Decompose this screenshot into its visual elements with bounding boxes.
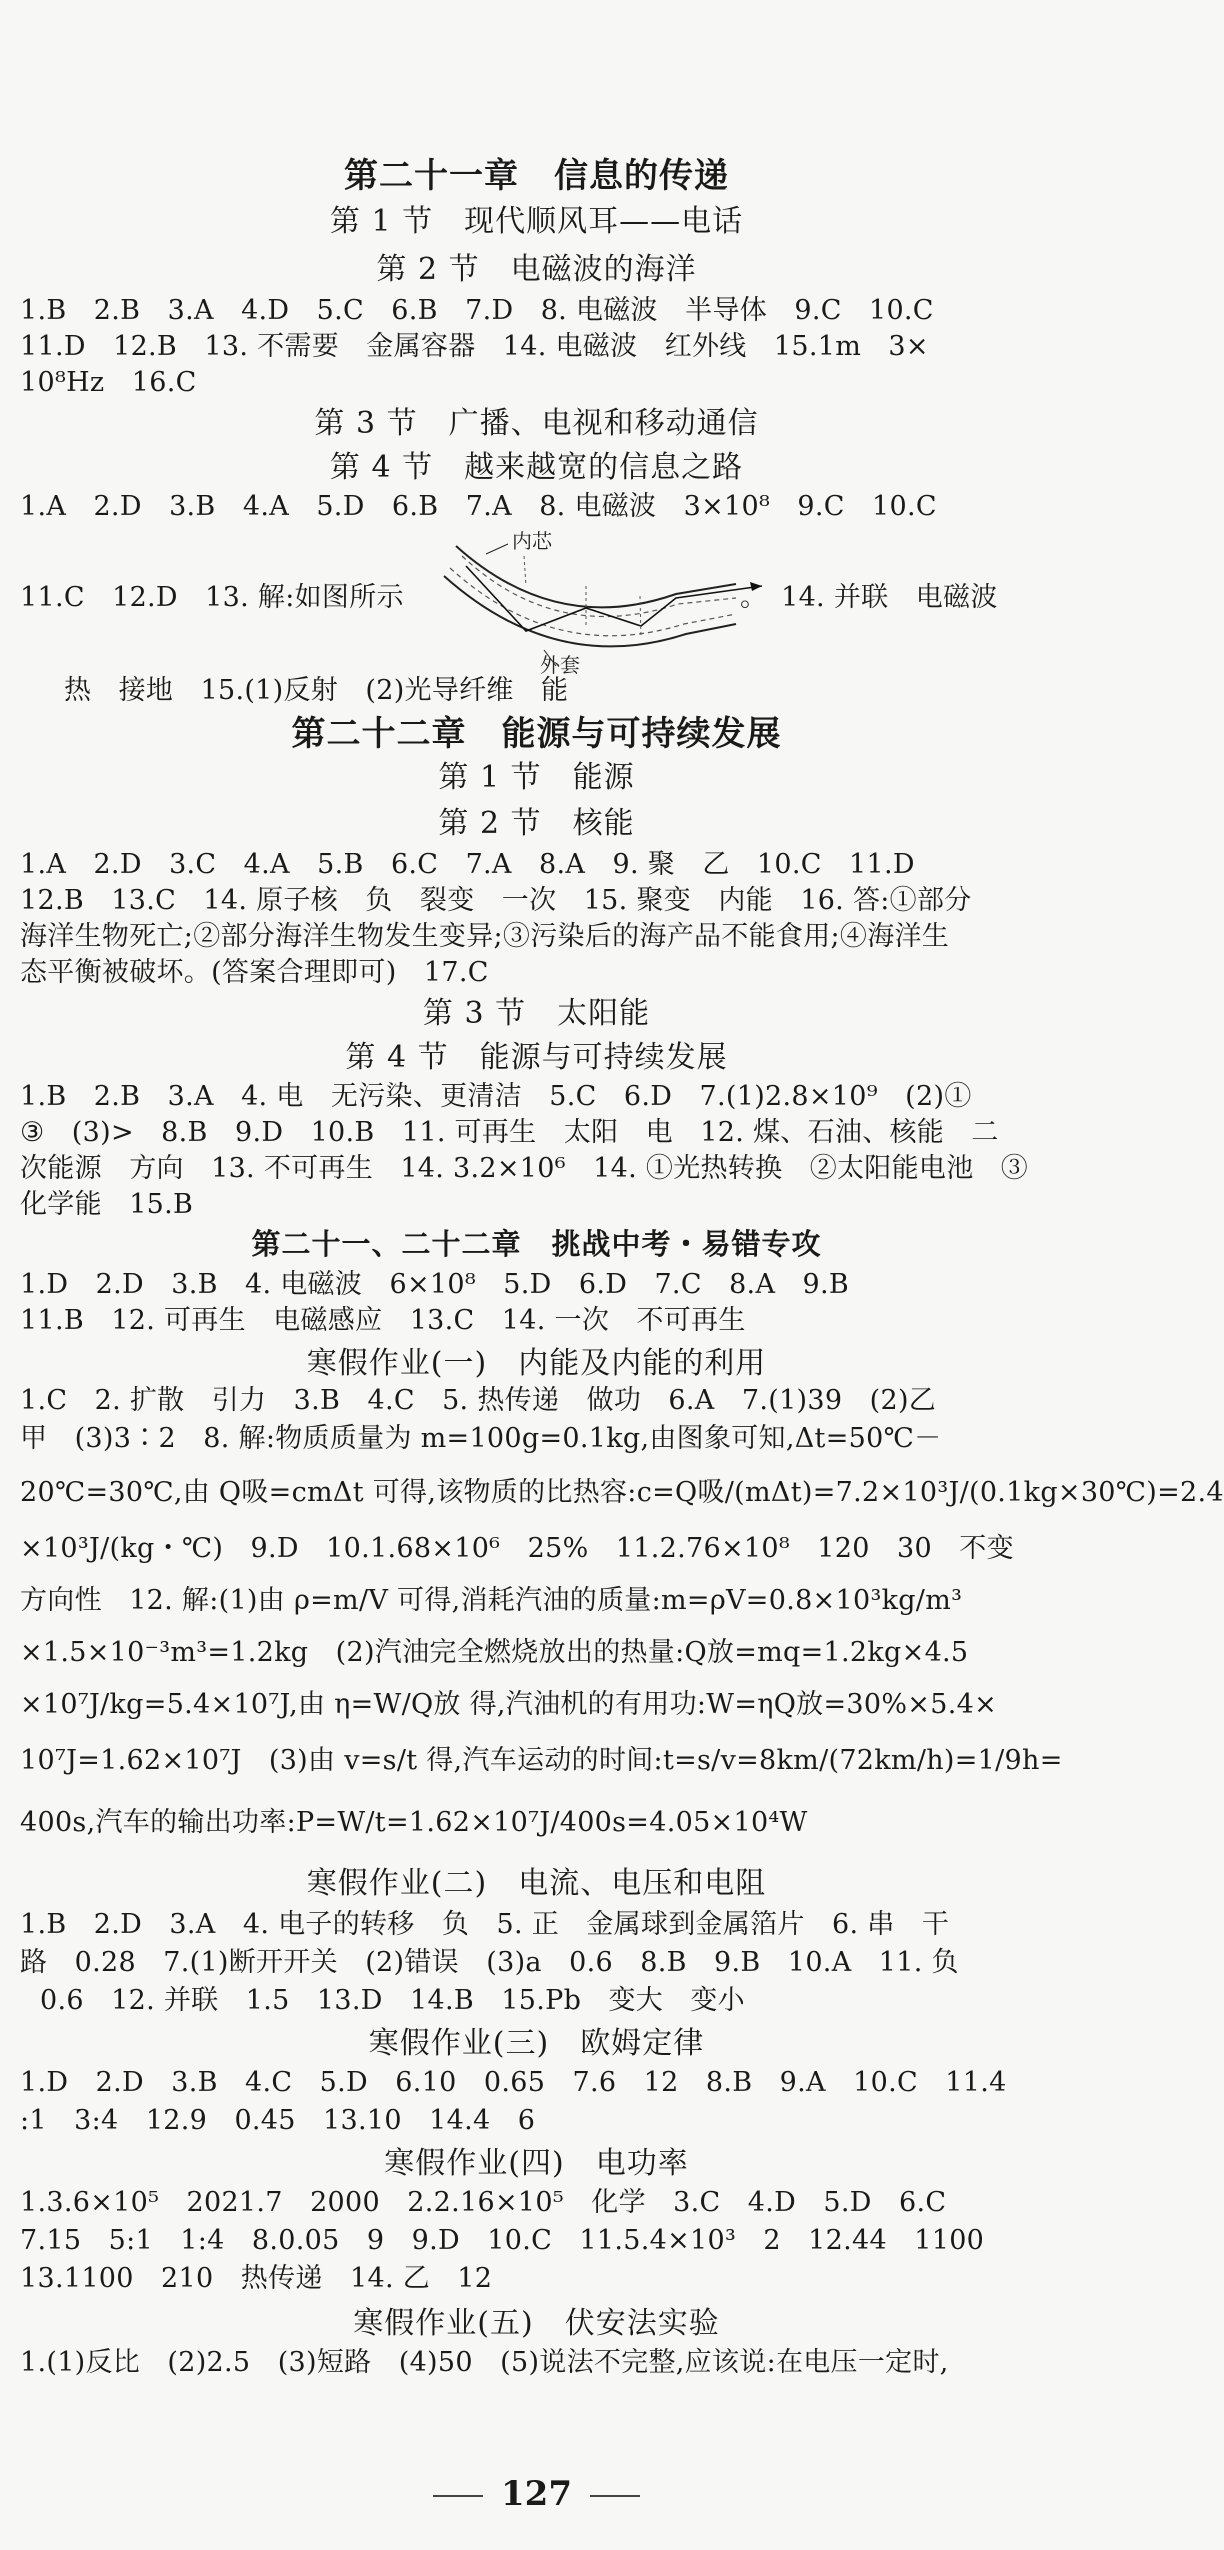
section-heading: 第 1 节 现代顺风耳——电话 bbox=[329, 204, 744, 239]
answer-line: 1.B 2.B 3.A 4. 电 无污染、更清洁 5.C 6.D 7.(1)2.8×10⁹ (2)① bbox=[20, 1081, 972, 1112]
dash-left bbox=[433, 2495, 483, 2497]
dash-right bbox=[590, 2495, 640, 2497]
answer-line: 方向性 12. 解:(1)由 ρ=m/V 可得,消耗汽油的质量:m=ρV=0.8×10³kg/m³ bbox=[20, 1585, 963, 1616]
section-heading: 第二十一、二十二章 挑战中考・易错专攻 bbox=[251, 1227, 822, 1261]
answer-line: ×10³J/(kg・℃) 9.D 10.1.68×10⁶ 25% 11.2.76×10⁸ 120 30 不变 bbox=[20, 1533, 1014, 1564]
answer-line: 海洋生物死亡;②部分海洋生物发生变异;③污染后的海产品不能食用;④海洋生 bbox=[20, 921, 950, 952]
answer-line: 400s,汽车的输出功率:P=W/t=1.62×10⁷J/400s=4.05×10⁴W bbox=[20, 1807, 808, 1838]
page-number bbox=[0, 2474, 1073, 2514]
section-heading: 寒假作业(三) 欧姆定律 bbox=[368, 2026, 705, 2061]
answer-line: 甲 (3)3∶2 8. 解:物质质量为 m=100g=0.1kg,由图象可知,Δt=50℃－ bbox=[20, 1423, 942, 1454]
answer-line: 12.B 13.C 14. 原子核 负 裂变 一次 15. 聚变 内能 16. 答:①部分 bbox=[20, 885, 972, 916]
answer-line: 13.1100 210 热传递 14. 乙 12 bbox=[20, 2263, 493, 2294]
answer-line: 11.B 12. 可再生 电磁感应 13.C 14. 一次 不可再生 bbox=[20, 1305, 746, 1336]
answer-line: :1 3:4 12.9 0.45 13.10 14.4 6 bbox=[20, 2105, 536, 2136]
answer-line: 10⁸Hz 16.C bbox=[20, 367, 197, 398]
answer-line: 1.A 2.D 3.C 4.A 5.B 6.C 7.A 8.A 9. 聚 乙 10.C 11.D bbox=[20, 849, 915, 880]
figure-label-inner: 内芯 bbox=[512, 529, 552, 553]
section-heading: 寒假作业(二) 电流、电压和电阻 bbox=[306, 1866, 767, 1901]
section-heading: 寒假作业(五) 伏安法实验 bbox=[353, 2306, 720, 2341]
answer-line: ×10⁷J/kg=5.4×10⁷J,由 η=W/Q放 得,汽油机的有用功:W=ηQ放=30%×5.4× bbox=[20, 1689, 997, 1720]
section-heading: 第 3 节 广播、电视和移动通信 bbox=[314, 406, 759, 441]
chapter-21-title: 第二十一章 信息的传递 bbox=[344, 156, 729, 196]
page-number-text: 127 bbox=[501, 2474, 572, 2514]
answer-line: 1.(1)反比 (2)2.5 (3)短路 (4)50 (5)说法不完整,应该说:在电压一定时, bbox=[20, 2347, 949, 2378]
section-heading: 寒假作业(四) 电功率 bbox=[384, 2146, 689, 2181]
answer-line: 1.A 2.D 3.B 4.A 5.D 6.B 7.A 8. 电磁波 3×10⁸ 9.C 10.C bbox=[20, 491, 937, 522]
answer-line: 20℃=30℃,由 Q吸=cmΔt 可得,该物质的比热容:c=Q吸/(mΔt)=7.2×10³J/(0.1kg×30℃)=2.4 bbox=[20, 1477, 1224, 1508]
answer-line: 路 0.28 7.(1)断开开关 (2)错误 (3)a 0.6 8.B 9.B 10.A 11. 负 bbox=[20, 1947, 959, 1978]
answer-line: 1.B 2.D 3.A 4. 电子的转移 负 5. 正 金属球到金属箔片 6. 串 干 bbox=[20, 1909, 950, 1940]
answer-line: 1.D 2.D 3.B 4.C 5.D 6.10 0.65 7.6 12 8.B 9.A 10.C 11.4 bbox=[20, 2067, 1007, 2098]
section-heading: 第 1 节 能源 bbox=[438, 760, 635, 795]
answer-line: 11.D 12.B 13. 不需要 金属容器 14. 电磁波 红外线 15.1m 3× bbox=[20, 331, 929, 362]
figure-label-outer: 外套 bbox=[540, 653, 580, 677]
section-heading: 寒假作业(一) 内能及内能的利用 bbox=[306, 1346, 767, 1381]
section-heading: 第 3 节 太阳能 bbox=[422, 996, 651, 1031]
section-heading: 第 4 节 越来越宽的信息之路 bbox=[329, 450, 744, 485]
answer-line: ③ (3)> 8.B 9.D 10.B 11. 可再生 太阳 电 12. 煤、石油、核能 二 bbox=[20, 1117, 999, 1148]
answer-line: 7.15 5:1 1:4 8.0.05 9 9.D 10.C 11.5.4×10³ 2 12.44 1100 bbox=[20, 2225, 985, 2256]
answer-line: 。 14. 并联 电磁波 bbox=[740, 582, 998, 613]
answer-line: 次能源 方向 13. 不可再生 14. 3.2×10⁶ 14. ①光热转换 ②太阳能电池 ③ bbox=[20, 1153, 1029, 1184]
section-heading: 第 2 节 电磁波的海洋 bbox=[376, 252, 697, 287]
chapter-22-title: 第二十二章 能源与可持续发展 bbox=[291, 714, 782, 754]
section-heading: 第 2 节 核能 bbox=[438, 806, 635, 841]
section-heading: 第 4 节 能源与可持续发展 bbox=[345, 1040, 728, 1075]
answer-line: 1.B 2.B 3.A 4.D 5.C 6.B 7.D 8. 电磁波 半导体 9.C 10.C bbox=[20, 295, 934, 326]
answer-line: 化学能 15.B bbox=[20, 1189, 194, 1220]
answer-line: 10⁷J=1.62×10⁷J (3)由 v=s/t 得,汽车运动的时间:t=s/v=8km/(72km/h)=1/9h= bbox=[20, 1745, 1063, 1776]
answer-line: 热 接地 15.(1)反射 (2)光导纤维 能 bbox=[64, 675, 569, 706]
answer-line: 1.D 2.D 3.B 4. 电磁波 6×10⁸ 5.D 6.D 7.C 8.A 9.B bbox=[20, 1269, 850, 1300]
answer-line: 1.C 2. 扩散 引力 3.B 4.C 5. 热传递 做功 6.A 7.(1)39 (2)乙 bbox=[20, 1385, 937, 1416]
answer-line: 11.C 12.D 13. 解:如图所示 bbox=[20, 582, 404, 613]
answer-line: 0.6 12. 并联 1.5 13.D 14.B 15.Pb 变大 变小 bbox=[40, 1985, 745, 2016]
answer-line: 1.3.6×10⁵ 2021.7 2000 2.2.16×10⁵ 化学 3.C 4.D 5.D 6.C bbox=[20, 2187, 947, 2218]
answer-line: 态平衡被破坏。(答案合理即可) 17.C bbox=[20, 957, 489, 988]
answer-line: ×1.5×10⁻³m³=1.2kg (2)汽油完全燃烧放出的热量:Q放=mq=1.2kg×4.5 bbox=[20, 1637, 969, 1668]
